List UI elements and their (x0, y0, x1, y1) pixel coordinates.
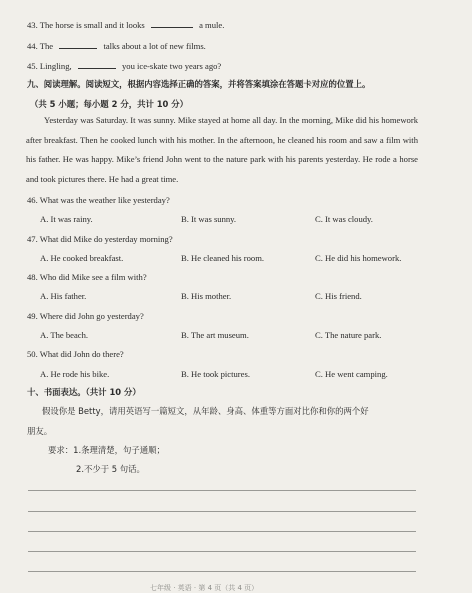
q44-text-after: talks about a lot of new films. (103, 41, 206, 51)
q49-option-a[interactable]: A. The beach. (40, 330, 89, 340)
reading-passage: Yesterday was Saturday. It was sunny. Mike stayed at home all day. In the morning, Mike did his homework after breakfast. Then he cooked lunch with his mother. In the afternoon, he cleaned his room and saw a film with his father. He was happy. Mike’s friend John went to the nature park with his parents yesterday. He rode a horse and took pictures there. He had a great time. (26, 115, 418, 184)
q50-option-a[interactable]: A. He rode his bike. (40, 369, 110, 379)
q44-text-before: The (39, 41, 54, 51)
question-43 (27, 19, 224, 31)
question-47: 47. What did Mike do yesterday morning? (27, 234, 173, 244)
question-50: 50. What did John do there? (27, 349, 124, 359)
q48-option-b[interactable]: B. His mother. (181, 291, 232, 301)
q47-option-c[interactable]: C. He did his homework. (315, 253, 402, 263)
q43-blank[interactable] (151, 19, 193, 28)
q43-text-after: a mule. (199, 20, 225, 30)
question-45 (27, 60, 221, 72)
section-9-subheading: （共 5 小题；每小题 2 分，共计 10 分） (30, 99, 189, 109)
q50-option-c[interactable]: C. He went camping. (315, 369, 388, 379)
page-footer: 七年级 · 英语 · 第 4 页（共 4 页） (150, 584, 259, 592)
q44-blank[interactable] (59, 40, 97, 49)
q47-option-a[interactable]: A. He cooked breakfast. (40, 253, 124, 263)
q45-text-after: you ice-skate two years ago? (121, 61, 222, 71)
section-10-heading: 十、书面表达。（共计 10 分） (27, 387, 141, 397)
q43-text-before: The horse is small and it looks (39, 20, 145, 30)
q45-blank[interactable] (78, 60, 116, 69)
writing-requirement-1: 要求：1.条理清楚，句子通顺； (48, 445, 165, 455)
q45-text-before: Lingling, (39, 61, 72, 71)
writing-requirement-2: 2.不少于 5 句话。 (76, 464, 145, 474)
q47-option-b[interactable]: B. He cleaned his room. (181, 253, 265, 263)
section-9-heading: 九、阅读理解。阅读短文，根据内容选择正确的答案，并将答案填涂在答题卡对应的位置上。 (27, 79, 371, 89)
q43-number: 43. (27, 20, 38, 30)
question-46: 46. What was the weather like yesterday? (27, 195, 170, 205)
writing-line[interactable] (28, 571, 416, 572)
q46-option-c[interactable]: C. It was cloudy. (315, 214, 373, 224)
q49-option-b[interactable]: B. The art museum. (181, 330, 249, 340)
q48-option-a[interactable]: A. His father. (40, 291, 87, 301)
q48-option-c[interactable]: C. His friend. (315, 291, 362, 301)
question-49: 49. Where did John go yesterday? (27, 311, 144, 321)
q46-option-b[interactable]: B. It was sunny. (181, 214, 237, 224)
q46-option-a[interactable]: A. It was rainy. (40, 214, 93, 224)
writing-prompt-line-2: 朋友。 (27, 426, 53, 436)
q49-option-c[interactable]: C. The nature park. (315, 330, 382, 340)
question-48: 48. Who did Mike see a film with? (27, 272, 147, 282)
question-44 (27, 40, 206, 52)
q45-number: 45. (27, 61, 38, 71)
writing-line[interactable] (28, 531, 416, 532)
writing-line[interactable] (28, 511, 416, 512)
writing-line[interactable] (28, 490, 416, 491)
q50-option-b[interactable]: B. He took pictures. (181, 369, 250, 379)
writing-line[interactable] (28, 551, 416, 552)
q44-number: 44. (27, 41, 38, 51)
writing-prompt-line-1: 假设你是 Betty，请用英语写一篇短文，从年龄、身高、体重等方面对比你和你的两个好 (42, 406, 369, 416)
